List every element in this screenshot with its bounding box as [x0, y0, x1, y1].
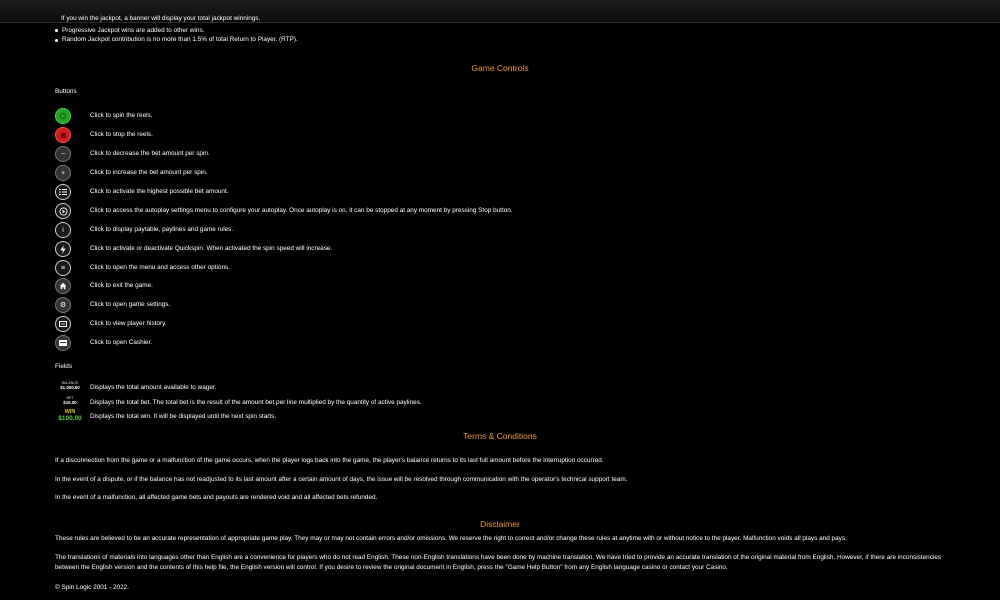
row-text: Click to open game settings. [90, 301, 171, 308]
balance-field-icon [55, 381, 85, 390]
spin-icon [55, 108, 71, 124]
row-text: Click to spin the reels. [90, 112, 153, 119]
row-text: Click to open the menu and access other options. [90, 264, 230, 271]
copyright: © Spin Logic 2001 - 2022. [55, 584, 129, 591]
row-text: Click to decrease the bet amount per spin. [90, 150, 210, 157]
win-label: WIN [64, 409, 76, 415]
win-value: $100.00 [58, 415, 82, 422]
terms-paragraph-1: If a disconnection from the game or a malfunction of the game occurs, when the player logs back into the game, the player's balance returns to its last full amount before the interruption occurred. [55, 457, 604, 464]
control-row-settings [55, 297, 955, 313]
buttons-heading: Buttons [55, 88, 77, 95]
row-text: Click to activate the highest possible bet amount. [90, 188, 229, 195]
quickspin-icon [55, 241, 71, 257]
history-icon [55, 316, 71, 332]
control-row-menu [55, 260, 955, 276]
row-text: Click to access the autoplay settings menu to configure your autoplay. Once autoplay is on, it can be stopped at any moment by pressing Stop button. [90, 207, 513, 214]
win-field-icon [55, 409, 85, 422]
control-row-stop [55, 127, 955, 143]
control-row-info [55, 222, 955, 238]
control-row-autoplay [55, 203, 955, 219]
bet-label: BET [66, 396, 74, 400]
control-row-minus [55, 146, 955, 162]
row-text: Click to activate or deactivate Quickspin. When activated the spin speed will increase. [90, 245, 333, 252]
stop-icon [55, 127, 71, 143]
row-text: Click to open Cashier. [90, 339, 153, 346]
win-description: Displays the total win. It will be displayed until the next spin starts. [90, 413, 277, 420]
balance-value: $1,000.00 [60, 385, 80, 390]
settings-icon: ⚙ [55, 297, 71, 313]
menu-icon: ≡ [55, 260, 71, 276]
control-row-spin [55, 108, 955, 124]
disclaimer-paragraph-2: The translations of materials into languages other than English are a convenience for players who do not read English. These non-English translations have been done by machine translation. We have tried to provide an accurate translation of the original material from English. However, if there are inconsistencies between the English version and the contents of this help file, the English version will control. If you desire to review the original document in English, press the "Game Help Button" from any English language casino or contact your Casino. [55, 554, 942, 571]
home-icon [55, 278, 71, 294]
control-row-quickspin [55, 241, 955, 257]
control-row-history [55, 316, 955, 332]
row-text: Click to view player history. [90, 320, 167, 327]
control-row-cashier [55, 335, 955, 351]
balance-label: BALANCE [61, 381, 79, 385]
list-item: Random Jackpot contribution is no more than 1.5% of total Return to Player. (RTP). [55, 35, 298, 44]
minus-icon: − [55, 146, 71, 162]
terms-title: Terms & Conditions [463, 431, 537, 441]
game-controls-title: Game Controls [471, 63, 529, 73]
bet-value: $10.00 [63, 400, 77, 405]
info-icon: i [55, 222, 71, 238]
bet-field-icon [55, 396, 85, 405]
autoplay-icon [55, 203, 71, 219]
disclaimer-paragraph-1: These rules are believed to be an accurate representation of appropriate game play. They may or may not contain errors and/or omissions. We reserve the right to correct and/or change these rules at anytime with or without notice to the player. Malfunction voids all plays and pays. [55, 535, 847, 542]
control-row-plus [55, 165, 955, 181]
jackpot-bullets [55, 26, 298, 45]
fields-heading: Fields [55, 363, 73, 370]
control-row-max-bet [55, 184, 955, 200]
disclaimer-title: Disclaimer [480, 519, 520, 529]
bet-description: Displays the total bet. The total bet is the result of the amount bet per line multiplied by the quantity of active paylines. [90, 399, 422, 406]
max-bet-icon [55, 184, 71, 200]
balance-description: Displays the total amount available to wager. [90, 384, 217, 391]
row-text: Click to exit the game. [90, 282, 153, 289]
terms-paragraph-2: In the event of a dispute, or if the balance has not readjusted to its last amount after a certain amount of days, the issue will be resolved through communication with the operator's technical support team. [55, 476, 628, 483]
list-item: Progressive Jackpot wins are added to other wins. [55, 26, 298, 35]
cashier-icon [55, 335, 71, 351]
row-text: Click to display paytable, paylines and game rules. [90, 226, 234, 233]
cut-off-bullet: If you win the jackpot, a banner will display your total jackpot winnings. [61, 15, 261, 22]
row-text: Click to increase the bet amount per spin. [90, 169, 208, 176]
row-text: Click to stop the reels. [90, 131, 153, 138]
plus-icon: + [55, 165, 71, 181]
terms-paragraph-3: In the event of a malfunction, all affected game bets and payouts are rendered void and all affected bets refunded. [55, 494, 378, 501]
control-row-home [55, 278, 955, 294]
